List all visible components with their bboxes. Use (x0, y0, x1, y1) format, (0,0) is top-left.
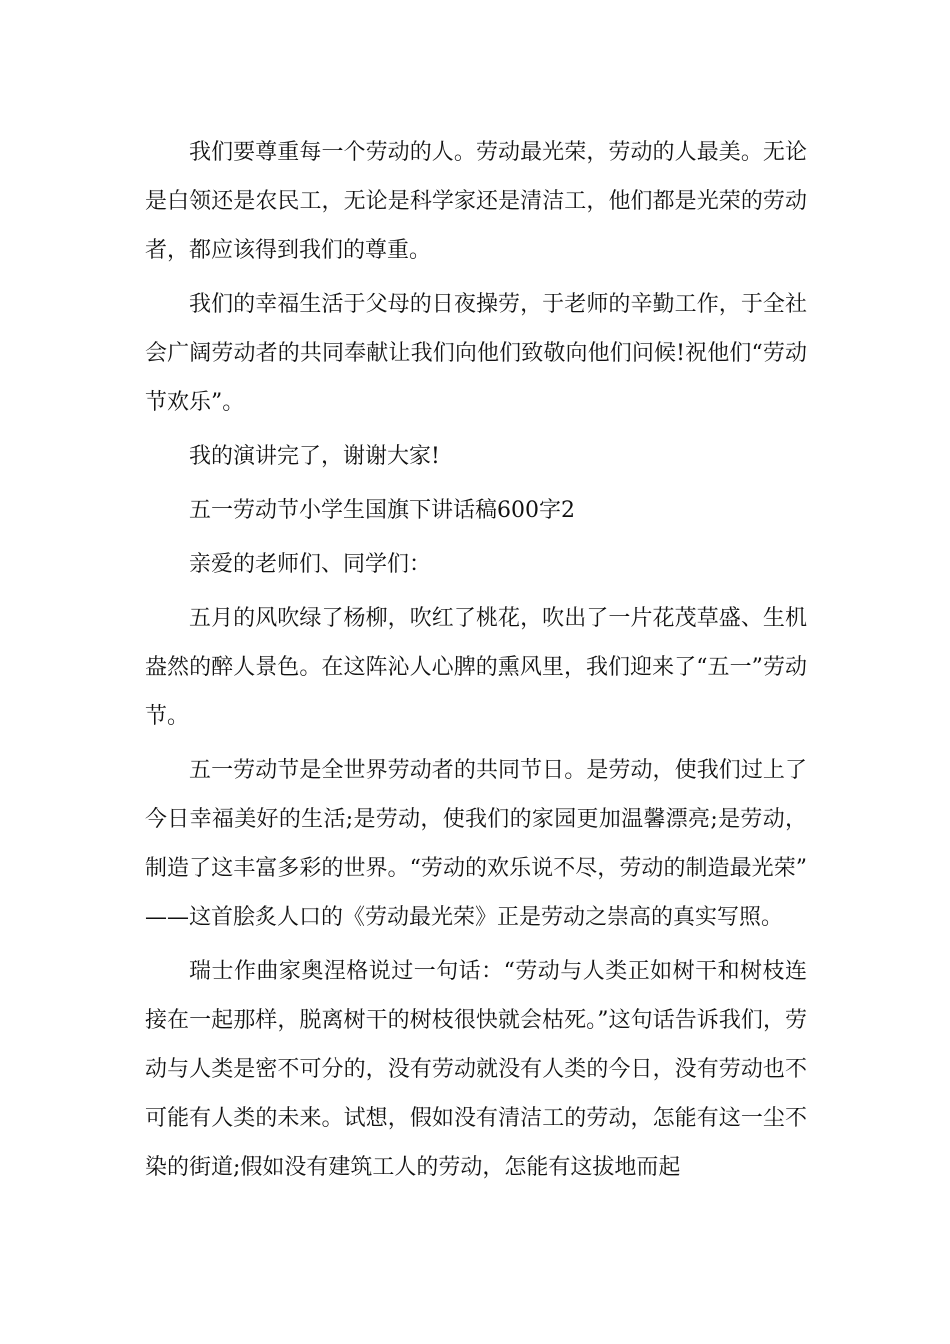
paragraph-labor-day: 五一劳动节是全世界劳动者的共同节日。是劳动，使我们过上了今日幸福美好的生活;是劳动，使我们的家园更加温馨漂亮;是劳动，制造了这丰富多彩的世界。“劳动的欢乐说不尽，劳动的制造最光荣”——这首脍炙人口的《劳动最光荣》正是劳动之崇高的真实写照。 (145, 758, 807, 930)
paragraph-may-wind: 五月的风吹绿了杨柳，吹红了桃花，吹出了一片花茂草盛、生机盎然的醉人景色。在这阵沁人心脾的熏风里，我们迎来了“五一”劳动节。 (145, 606, 807, 729)
paragraph-happy-life: 我们的幸福生活于父母的日夜操劳，于老师的辛勤工作，于全社会广阔劳动者的共同奉献让我们向他们致敬向他们问候!祝他们“劳动节欢乐”。 (145, 292, 807, 415)
document-page (145, 128, 807, 1192)
speech-greeting: 亲爱的老师们、同学们： (189, 552, 432, 577)
paragraph-respect-workers: 我们要尊重每一个劳动的人。劳动最光荣，劳动的人最美。无论是白领还是农民工，无论是科学家还是清洁工，他们都是光荣的劳动者，都应该得到我们的尊重。 (145, 140, 807, 263)
speech-title: 五一劳动节小学生国旗下讲话稿600字2 (189, 498, 575, 523)
paragraph-honegger-quote: 瑞士作曲家奥涅格说过一句话：“劳动与人类正如树干和树枝连接在一起那样，脱离树干的树枝很快就会枯死。”这句话告诉我们，劳动与人类是密不可分的，没有劳动就没有人类的今日，没有劳动也不可能有人类的未来。试想，假如没有清洁工的劳动，怎能有这一尘不染的街道;假如没有建筑工人的劳动，怎能有这拔地而起 (145, 959, 807, 1180)
paragraph-closing-thanks: 我的演讲完了，谢谢大家! (189, 444, 440, 469)
